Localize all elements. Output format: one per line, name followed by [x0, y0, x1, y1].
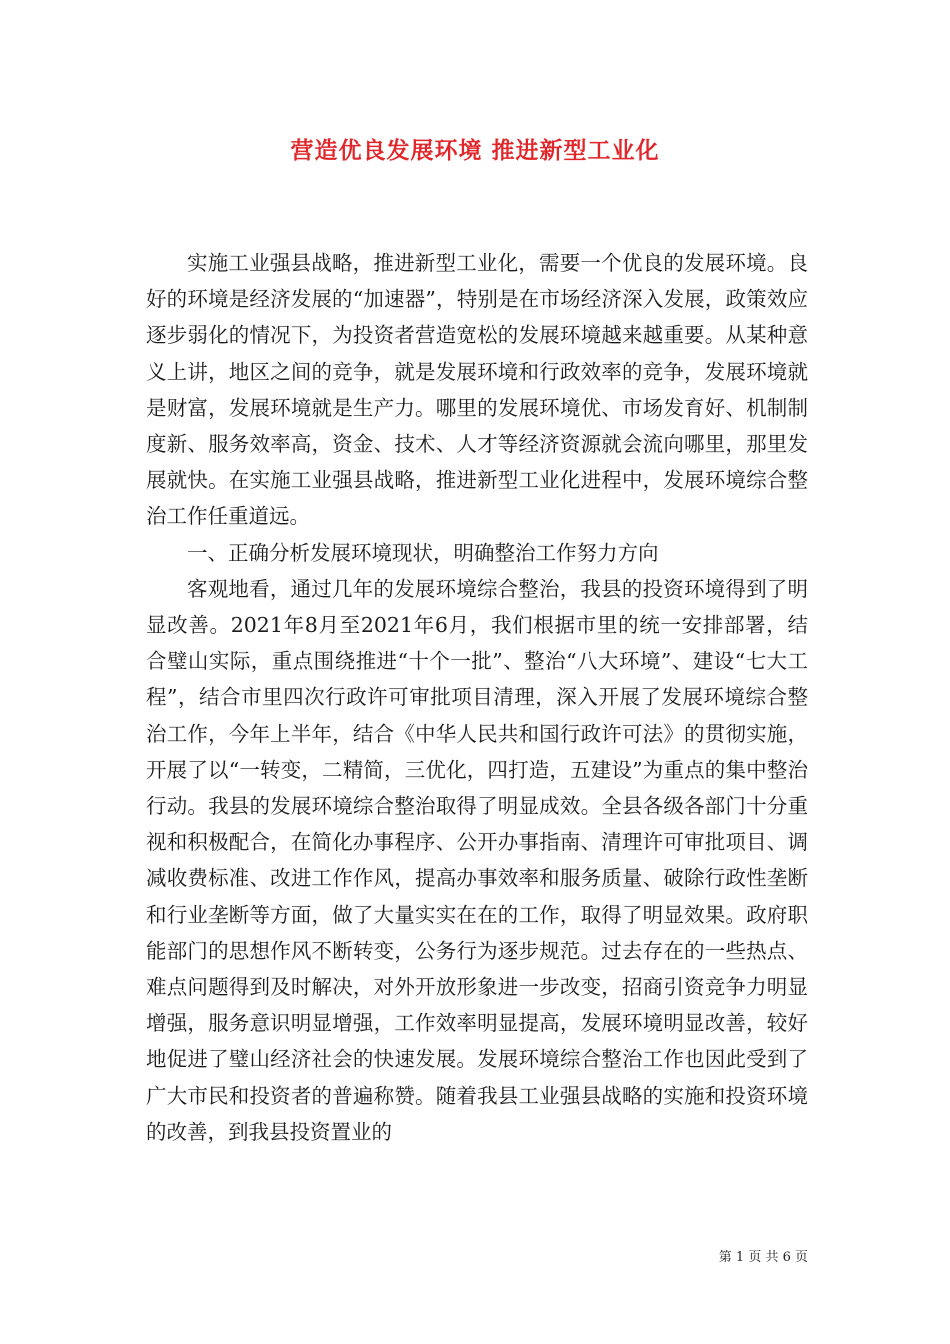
page-number-footer: 第 1 页 共 6 页 [718, 1250, 808, 1265]
paragraph-analysis: 客观地看，通过几年的发展环境综合整治，我县的投资环境得到了明显改善。2021年8月至2021年6月，我们根据市里的统一安排部署，结合璧山实际，重点围绕推进“十个一批”、整治“八大环境”、建设“七大工程”，结合市里四次行政许可审批项目清理，深入开展了发展环境综合整治工作，今年上半年，结合《中华人民共和国行政许可法》的贯彻实施，开展了以“一转变，二精简，三优化，四打造，五建设”为重点的集中整治行动。我县的发展环境综合整治取得了明显成效。全县各级各部门十分重视和积极配合，在简化办事程序、公开办事指南、清理许可审批项目、调减收费标准、改进工作作风，提高办事效率和服务质量、破除行政性垄断和行业垄断等方面，做了大量实实在在的工作，取得了明显效果。政府职能部门的思想作风不断转变，公务行为逐步规范。过去存在的一些热点、难点问题得到及时解决，对外开放形象进一步改变，招商引资竞争力明显增强，服务意识明显增强，工作效率明显提高，发展环境明显改善，较好地促进了璧山经济社会的快速发展。发展环境综合整治工作也因此受到了广大市民和投资者的普遍称赞。随着我县工业强县战略的实施和投资环境的改善，到我县投资置业的 [146, 576, 808, 1144]
document-body [146, 245, 808, 1150]
document-title: 营造优良发展环境 推进新型工业化 [290, 137, 660, 164]
paragraph-intro: 实施工业强县战略，推进新型工业化，需要一个优良的发展环境。良好的环境是经济发展的“加速器”，特别是在市场经济深入发展，政策效应逐步弱化的情况下，为投资者营造宽松的发展环境越来越重要。从某种意义上讲，地区之间的竞争，就是发展环境和行政效率的竞争，发展环境就是财富，发展环境就是生产力。哪里的发展环境优、市场发育好、机制制度新、服务效率高，资金、技术、人才等经济资源就会流向哪里，那里发展就快。在实施工业强县战略，推进新型工业化进程中，发展环境综合整治工作任重道远。 [146, 251, 808, 529]
section-heading-1: 一、正确分析发展环境现状，明确整治工作努力方向 [187, 540, 659, 565]
